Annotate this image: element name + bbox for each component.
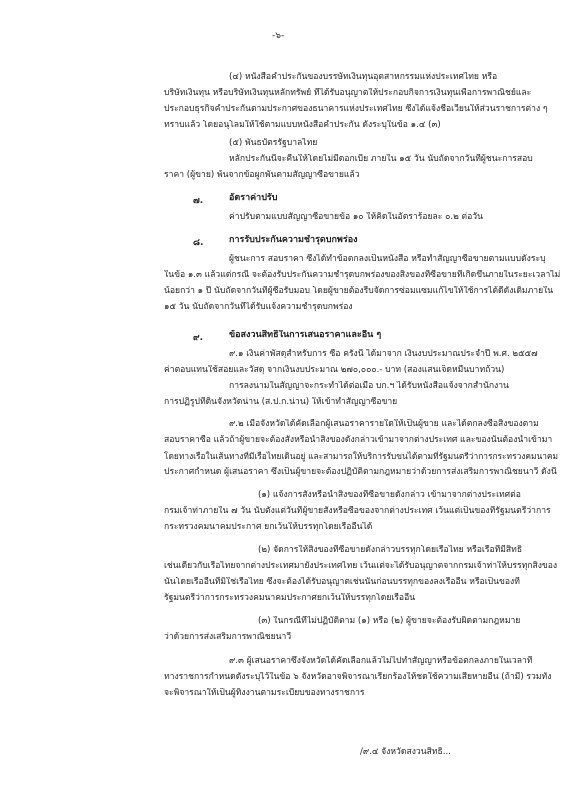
- clause-9-2-line-4: ประกาศกำหนด ผู้เสนอราคา ซึ่งเป็นผู้ขายจะต้องปฏิบัติตามกฎหมายว่าด้วยการส่งเสริมการพาณิชยนาวี ดังนี้: [164, 467, 557, 477]
- clause-9-2-2-line-1: (๒) จัดการให้สิ่งของที่ซื้อขายดังกล่าวบรรทุกโดยเรือไทย หรือเรือที่มีสิทธิ: [258, 545, 523, 555]
- section-8-line-4: ๑๕ วัน นับถัดจากวันที่ได้รับแจ้งความชำรุดบกพร่อง: [164, 302, 353, 312]
- section-8-line-2: ในข้อ ๑.๓ แล้วแต่กรณี จะต้องรับประกันความชำรุดบกพร่องของสิ่งของที่ซื้อขายที่เกิดขึ้นภายในระยะเวลาไม่: [164, 270, 561, 280]
- clause-9-2-2-line-3: นั้นโดยเรืออื่นที่มิใช่เรือไทย ซึ่งจะต้องได้รับอนุญาตเช่นนั้นก่อนบรรทุกของลงเรืออื่น หรือเป็นของที่: [164, 577, 520, 587]
- clause-9-2-1-line-3: กระทรวงคมนาคมประกาศ ยกเว้นให้บรรทุกโดยเรืออื่นได้: [164, 522, 373, 532]
- section-8-line-3: น้อยกว่า ๑ ปี นับถัดจากวันที่ผู้ซื้อรับมอบ โดยผู้ขายต้องรีบจัดการซ่อมแซมแก้ไขให้ใช้การได้ดีดังเดิมภายใน: [164, 286, 554, 296]
- clause-4-line-4: ทราบแล้ว โดยอนุโลมให้ใช้ตามแบบหนังสือค้ำประกัน ดังระบุในข้อ ๑.๔ (๓): [164, 120, 441, 130]
- clause-5-line-2: หลักประกันนี้จะคืนให้โดยไม่มีดอกเบี้ย ภายใน ๑๕ วัน นับถัดจากวันที่ผู้ชนะการสอบ: [229, 154, 533, 164]
- continuation-marker: /๙.๔ จังหวัดสงวนสิทธิ...: [360, 747, 451, 757]
- clause-9-2-2-line-2: เช่นเดียวกับเรือไทยจากต่างประเทศมายังประเทศไทย เว้นแต่จะได้รับอนุญาตจากกรมเจ้าท่าให้บรรทุกสิ่งของ: [164, 561, 558, 571]
- page-number: -๖-: [272, 31, 285, 41]
- clause-9-2-2-line-4: รัฐมนตรีว่าการกระทรวงคมนาคมประกาศยกเว้นให้บรรทุกโดยเรืออื่น: [164, 593, 416, 603]
- clause-4-line-3: ประกอบธุรกิจค้ำประกันตามประกาศของธนาคารแห่งประเทศไทย ซึ่งได้แจ้งชื่อเวียนให้ส่วนราชการต่าง ๆ: [164, 104, 548, 114]
- section-7-number: ๗.: [193, 196, 204, 206]
- clause-9-2-line-1: ๙.๒ เมื่อจังหวัดได้คัดเลือกผู้เสนอราคารายใดให้เป็นผู้ขาย และได้ตกลงซื้อสิ่งของตาม: [229, 419, 539, 429]
- clause-9-2-3-line-1: (๓) ในกรณีที่ไม่ปฏิบัติตาม (๑) หรือ (๒) ผู้ขายจะต้องรับผิดตามกฎหมาย: [258, 616, 521, 626]
- section-8-title: การรับประกันความชำรุดบกพร่อง: [229, 235, 358, 245]
- section-9-number: ๙.: [193, 333, 204, 343]
- clause-9-3-line-2: ทางราชการกำหนดดังระบุไว้ในข้อ ๖ จังหวัดอาจพิจารณาเรียกร้องให้ชดใช้ความเสียหายอื่น (ถ้ามี) รวมทั้ง: [164, 672, 552, 682]
- clause-9-1-line-1: ๙.๑ เงินค่าพัสดุสำหรับการ ซื้อ ครั้งนี้ ได้มาจาก เงินงบประมาณประจำปี พ.ศ. ๒๕๕๗: [229, 349, 538, 359]
- clause-9-1-line-4: การปฏิรูปที่ดินจังหวัดน่าน (ส.ป.ก.น่าน) ให้เข้าทำสัญญาซื้อขาย: [164, 397, 398, 407]
- clause-5-line-1: (๕) พันธบัตรรัฐบาลไทย: [229, 138, 318, 148]
- clause-4-line-2: บริษัทเงินทุน หรือบริษัทเงินทุนหลักทรัพย์ ที่ได้รับอนุญาตให้ประกอบกิจการเงินทุนเพื่อการพาณิชย์และ: [164, 88, 532, 98]
- section-8-line-1: ผู้ชนะการ สอบราคา ซึ่งได้ทำข้อตกลงเป็นหนังสือ หรือทำสัญญาซื้อขายตามแบบดังระบุ: [229, 254, 546, 264]
- section-7-text: ค่าปรับตามแบบสัญญาซื้อขายข้อ ๑๐ ให้คิดในอัตราร้อยละ ๐.๒ ต่อวัน: [229, 212, 483, 222]
- clause-9-2-line-3: โดยทางเรือในเส้นทางที่มีเรือไทยเดินอยู่ และสามารถให้บริการรับขนได้ตามที่รัฐมนตรีว่าการกระทรวงคมนาคม: [164, 451, 559, 461]
- section-7-title: อัตราค่าปรับ: [229, 193, 278, 203]
- clause-5-line-3: ราคา (ผู้ขาย) พ้นจากข้อผูกพันตามสัญญาซื้อขายแล้ว: [164, 170, 360, 180]
- clause-9-2-3-line-2: ว่าด้วยการส่งเสริมการพาณิชยนาวี: [164, 632, 292, 642]
- clause-4-line-1: (๔) หนังสือค้ำประกันของบรรษัทเงินทุนอุตสาหกรรมแห่งประเทศไทย หรือ: [229, 72, 498, 82]
- clause-9-2-line-2: สอบราคาซื้อ แล้วถ้าผู้ขายจะต้องสั่งหรือนำสิ่งของดังกล่าวเข้ามาจากต่างประเทศ และของนั้นต้องนำเข้ามา: [164, 435, 553, 445]
- clause-9-3-line-3: จะพิจารณาให้เป็นผู้ทิ้งงานตามระเบียบของทางราชการ: [164, 688, 365, 698]
- section-9-title: ข้อสงวนสิทธิในการเสนอราคาและอื่น ๆ: [229, 330, 382, 340]
- clause-9-2-1-line-1: (๑) แจ้งการสั่งหรือนำสิ่งของที่ซื้อขายดังกล่าว เข้ามาจากต่างประเทศต่อ: [258, 490, 521, 500]
- section-8-number: ๘.: [193, 238, 204, 248]
- clause-9-3-line-1: ๙.๓ ผู้เสนอราคาซึ่งจังหวัดได้คัดเลือกแล้วไม่ไปทำสัญญาหรือข้อตกลงภายในเวลาที่: [229, 656, 533, 666]
- clause-9-1-line-3: การลงนามในสัญญาจะกระทำได้ต่อเมื่อ บก.ฯ ได้รับหนังสือแจ้งจากสำนักงาน: [229, 381, 509, 391]
- clause-9-1-line-2: ค่าตอบแทนใช้สอยและวัสดุ จากเงินงบประมาณ ๒๗๐,๐๐๐.- บาท (สองแสนเจ็ดหมื่นบาทถ้วน): [164, 365, 505, 375]
- clause-9-2-1-line-2: กรมเจ้าท่าภายใน ๗ วัน นับตั้งแต่วันที่ผู้ขายสั่งหรือซื้อของจากต่างประเทศ เว้นแต่เป็นของที่รัฐมนตรีว่าการ: [164, 506, 551, 516]
